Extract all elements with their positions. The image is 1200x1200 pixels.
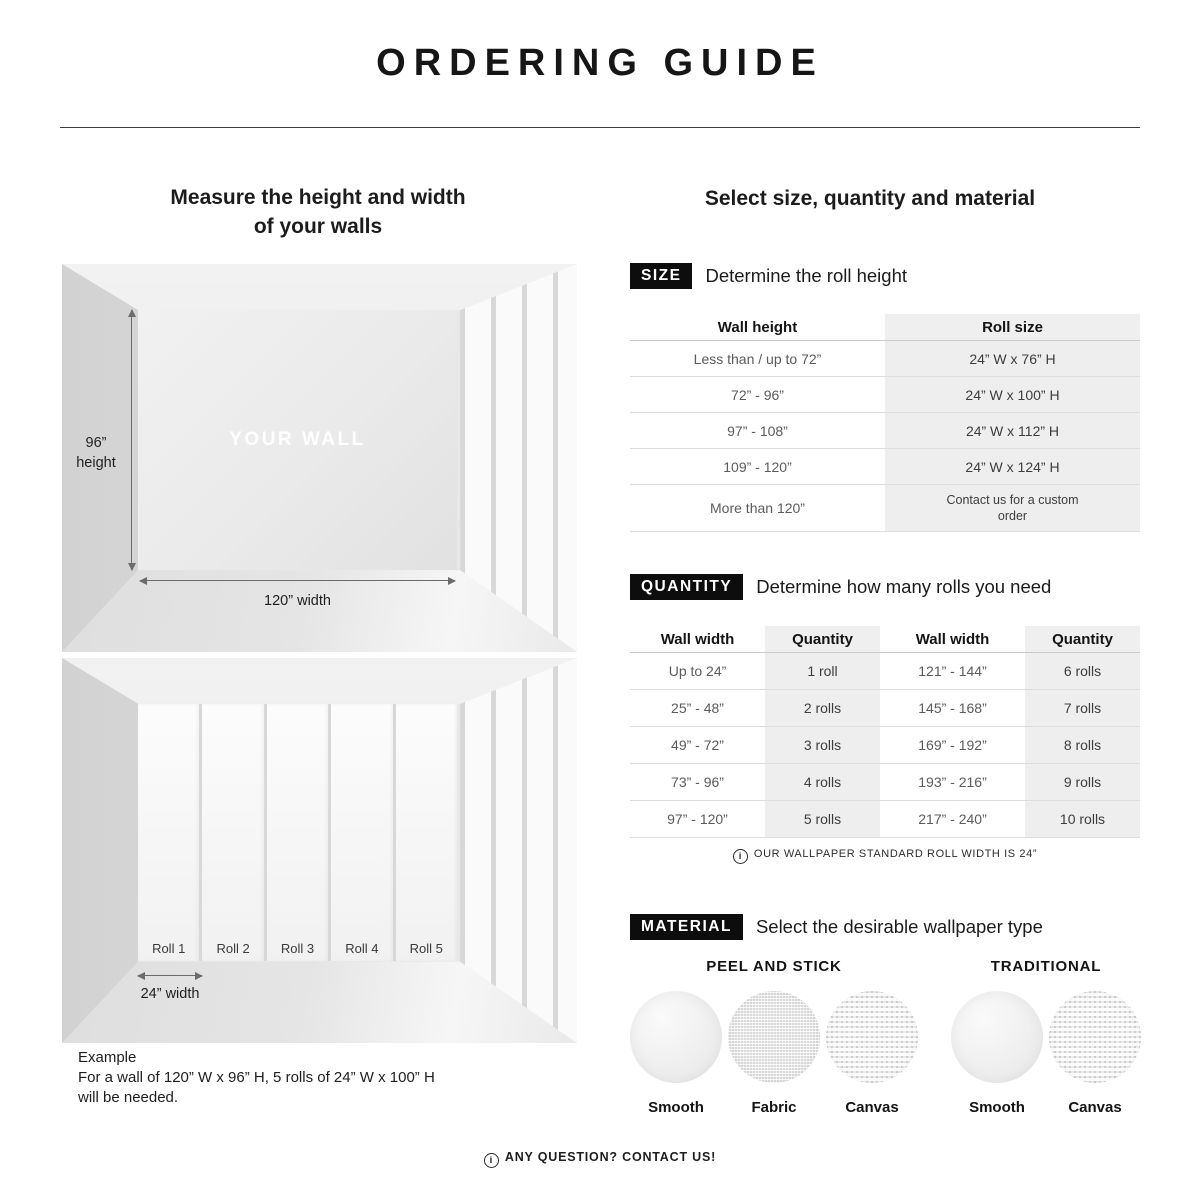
roll-size-cell: 24” W x 76” H	[885, 341, 1140, 376]
quantity-col-quantity: Quantity	[765, 626, 880, 652]
size-table-row	[630, 341, 1140, 377]
wall-width-cell: 169” - 192”	[918, 737, 987, 753]
quantity-table-row	[630, 801, 1140, 838]
height-dimension-arrow	[131, 310, 132, 570]
example-title: Example	[78, 1049, 137, 1066]
quantity-table	[630, 626, 1140, 838]
swatch-label: Fabric	[751, 1099, 797, 1116]
quantity-table-row	[630, 727, 1140, 764]
measure-heading	[60, 183, 576, 242]
wall-height-cell: More than 120”	[710, 500, 805, 516]
example-line1: For a wall of 120” W x 96” H, 5 rolls of 24” W x 100” H	[78, 1068, 435, 1086]
quantity-badge: QUANTITY	[630, 574, 743, 600]
wall-width-cell: 25” - 48”	[671, 700, 724, 716]
smooth-texture-icon	[630, 991, 722, 1083]
roll-panel	[138, 704, 199, 961]
wall-height-cell: 97” - 108”	[727, 422, 788, 439]
quantity-cell: 10 rolls	[1025, 801, 1140, 837]
size-section-header	[630, 263, 907, 289]
wall-width-cell: 121” - 144”	[918, 663, 987, 679]
your-wall-label: YOUR WALL	[229, 429, 366, 450]
canvas-texture-icon	[826, 991, 918, 1083]
measure-heading-line2: of your walls	[253, 215, 383, 239]
wall-width-cell: Up to 24”	[668, 663, 727, 679]
quantity-cell: 3 rolls	[765, 727, 880, 763]
quantity-cell: 5 rolls	[765, 801, 880, 837]
roll-label: Roll 2	[216, 941, 250, 956]
peel-and-stick-group	[628, 958, 920, 1116]
width-dimension-arrow	[140, 580, 455, 581]
smooth-texture-icon	[951, 991, 1043, 1083]
quantity-table-header	[630, 626, 1140, 653]
material-subtitle: Select the desirable wallpaper type	[755, 916, 1043, 937]
material-section-header	[630, 914, 1043, 940]
quantity-cell: 7 rolls	[1025, 690, 1140, 726]
info-icon: i	[484, 1153, 499, 1168]
roll-panel	[331, 704, 392, 961]
quantity-cell: 8 rolls	[1025, 727, 1140, 763]
footer-note	[0, 1150, 1200, 1168]
example-block	[78, 1048, 538, 1107]
roll-width-note-text: OUR WALLPAPER STANDARD ROLL WIDTH IS 24”	[753, 848, 1038, 860]
swatch-canvas	[1048, 991, 1142, 1116]
wall-width-cell: 97” - 120”	[667, 811, 728, 827]
height-value: 96”	[85, 435, 107, 451]
height-dimension-label	[64, 434, 128, 473]
select-heading: Select size, quantity and material	[704, 187, 1036, 210]
roll-size-cell: 24” W x 100” H	[885, 377, 1140, 412]
roll-label: Roll 4	[345, 941, 379, 956]
rolls-grid	[138, 704, 457, 961]
quantity-table-row	[630, 653, 1140, 690]
size-table-row	[630, 449, 1140, 485]
roll-size-cell: 24” W x 112” H	[885, 413, 1140, 448]
wall-height-cell: 109” - 120”	[723, 458, 792, 475]
wall-width-cell: 73” - 96”	[671, 774, 724, 790]
swatch-fabric	[727, 991, 821, 1116]
roll-width-note	[630, 848, 1140, 864]
measure-heading-line1: Measure the height and width	[170, 186, 466, 209]
traditional-swatch-row	[944, 991, 1148, 1116]
room-illustration-rolls	[62, 658, 577, 1043]
roll-size-cell: 24” W x 124” H	[885, 449, 1140, 484]
size-table-row	[630, 377, 1140, 413]
size-col-wall-height: Wall height	[630, 314, 885, 340]
swatch-label: Smooth	[969, 1099, 1025, 1116]
roll-label: Roll 3	[280, 941, 315, 956]
size-badge: SIZE	[630, 263, 692, 289]
canvas-texture-icon	[1049, 991, 1141, 1083]
quantity-subtitle: Determine how many rolls you need	[756, 576, 1052, 597]
quantity-cell: 9 rolls	[1025, 764, 1140, 800]
quantity-table-row	[630, 764, 1140, 801]
room-illustration-measure	[62, 264, 577, 652]
quantity-cell: 4 rolls	[765, 764, 880, 800]
roll-panel	[396, 704, 457, 961]
wall-width-cell: 49” - 72”	[671, 737, 724, 753]
roll-panel	[202, 704, 263, 961]
quantity-table-row	[630, 690, 1140, 727]
height-word: height	[76, 454, 116, 471]
swatch-label: Canvas	[845, 1099, 899, 1116]
wall-width-cell: 145” - 168”	[918, 700, 987, 716]
size-subtitle: Determine the roll height	[705, 265, 908, 286]
size-table-header	[630, 314, 1140, 341]
roll-width-label: 24” width	[140, 986, 200, 1002]
wall-height-cell: 72” - 96”	[731, 386, 784, 403]
wall-width-cell: 193” - 216”	[918, 774, 987, 790]
swatch-smooth	[629, 991, 723, 1116]
quantity-cell: 6 rolls	[1025, 653, 1140, 689]
size-table-row	[630, 413, 1140, 449]
quantity-cell: 1 roll	[765, 653, 880, 689]
roll-width-arrow	[138, 975, 202, 976]
example-line2: will be needed.	[78, 1088, 179, 1106]
quantity-col-wall-width: Wall width	[880, 626, 1025, 652]
swatch-label: Canvas	[1068, 1099, 1122, 1116]
quantity-col-wall-width: Wall width	[630, 626, 765, 652]
size-table-row	[630, 485, 1140, 532]
swatch-label: Smooth	[648, 1099, 704, 1116]
roll-label: Roll 5	[409, 941, 443, 956]
traditional-title: TRADITIONAL	[990, 958, 1102, 975]
material-badge: MATERIAL	[630, 914, 743, 940]
peel-and-stick-title: PEEL AND STICK	[706, 958, 842, 975]
quantity-cell: 2 rolls	[765, 690, 880, 726]
size-col-roll-size: Roll size	[885, 314, 1140, 340]
footer-text: ANY QUESTION? CONTACT US!	[504, 1150, 717, 1164]
roll-size-cell: Contact us for a custom order	[885, 485, 1140, 531]
swatch-canvas	[825, 991, 919, 1116]
your-wall-surface	[138, 310, 457, 570]
page-title: ORDERING GUIDE	[376, 42, 824, 84]
size-table	[630, 314, 1140, 532]
fabric-texture-icon	[728, 991, 820, 1083]
roll-label: Roll 1	[152, 941, 186, 956]
quantity-section-header	[630, 574, 1051, 600]
peel-swatch-row	[628, 991, 920, 1116]
swatch-smooth	[950, 991, 1044, 1116]
title-divider	[60, 127, 1140, 128]
quantity-col-quantity: Quantity	[1025, 626, 1140, 652]
traditional-group	[944, 958, 1148, 1116]
roll-panel	[267, 704, 328, 961]
info-icon: i	[733, 849, 748, 864]
wall-height-cell: Less than / up to 72”	[693, 350, 822, 367]
width-dimension-label: 120” width	[264, 593, 331, 609]
wall-width-cell: 217” - 240”	[918, 811, 987, 827]
